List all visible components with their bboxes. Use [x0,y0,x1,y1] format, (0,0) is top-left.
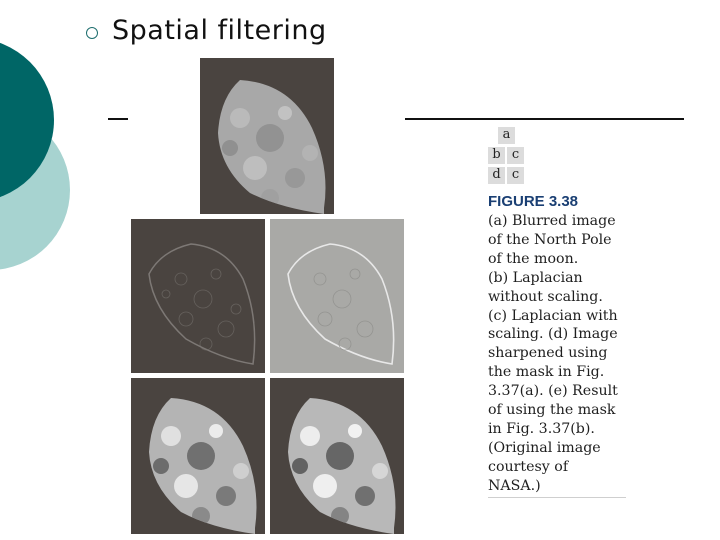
caption-line: sharpened using [488,345,608,362]
caption-line: courtesy of [488,458,569,475]
legend-label-e: c [507,167,524,184]
caption-line: (b) Laplacian [488,269,583,286]
caption-line: (Original image [488,439,601,456]
teal-decoration [0,0,80,290]
rule-right [405,118,684,120]
slide-title: Spatial filtering [112,15,327,46]
figure-title: FIGURE 3.38 [488,193,579,210]
caption-underline [488,497,626,498]
caption-line: scaling. (d) Image [488,326,618,343]
panel-c-laplacian-scaled [270,219,404,373]
rule-left [108,118,128,120]
bullet-circle-icon [86,27,98,39]
caption-line: the mask in Fig. [488,364,605,381]
caption-line: (a) Blurred image [488,213,616,229]
caption-line: of the moon. [488,250,579,267]
caption-line: in Fig. 3.37(b). [488,420,595,437]
caption-line: (c) Laplacian with [488,307,618,324]
caption-line: 3.37(a). (e) Result [488,383,618,400]
caption-line: without scaling. [488,288,603,305]
legend-label-b: b [488,147,505,164]
legend-label-c: c [507,147,524,164]
caption-line: NASA.) [488,477,541,494]
panel-b-laplacian [131,219,265,373]
figure-caption [488,212,638,496]
caption-line: of the North Pole [488,231,612,248]
caption-line: of using the mask [488,402,616,419]
legend-label-d: d [488,167,505,184]
panel-e-sharpened [270,378,404,534]
legend-label-a: a [498,127,515,144]
panel-d-sharpened [131,378,265,534]
bullet-point [86,14,327,48]
panel-a-blurred-moon [200,58,334,214]
